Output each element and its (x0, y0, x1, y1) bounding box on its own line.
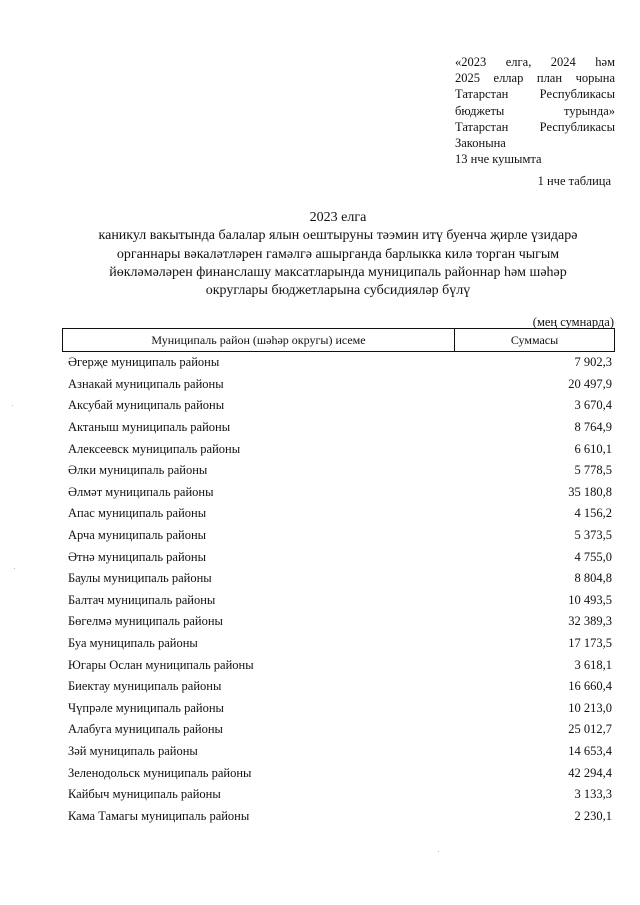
district-name: Арча муниципаль районы (68, 528, 207, 543)
subsidy-amount: 7 902,3 (574, 355, 612, 370)
subsidy-amount: 3 670,4 (574, 398, 612, 413)
table-number: 1 нче таблица (537, 174, 611, 188)
table-row (62, 654, 615, 676)
subsidy-amount: 42 294,4 (568, 765, 612, 780)
title-line: округлары бюджетларына субсидияләр бүлү (205, 283, 471, 299)
law-reference-note (455, 54, 615, 167)
district-name: Әтнә муниципаль районы (68, 549, 207, 564)
table-row (62, 762, 615, 784)
document-title (58, 209, 618, 300)
subsidy-amount: 3 618,1 (574, 657, 612, 672)
table-row (62, 482, 615, 504)
district-name: Апас муниципаль районы (68, 506, 207, 521)
title-line: каникул вакытында балалар ялын оештыруны тәэмин итү буенча җирле үзидарә (98, 228, 578, 244)
district-name: Азнакай муниципаль районы (68, 376, 224, 391)
subsidy-amount: 5 373,5 (574, 528, 612, 543)
table-row (62, 568, 615, 590)
table-body (62, 352, 615, 827)
district-name: Әлки муниципаль районы (68, 463, 208, 478)
law-reference-line: 2025 еллар план чорына (455, 71, 615, 86)
law-reference-line: Татарстан Республикасы (455, 119, 615, 134)
table-row (62, 719, 615, 741)
table-row (62, 503, 615, 525)
scan-speck (14, 568, 15, 569)
law-reference-line: Законына (455, 135, 506, 150)
units-label: (мең сумнарда) (532, 315, 614, 329)
district-name: Бөгелмә муниципаль районы (68, 614, 223, 629)
district-name: Югары Ослан муниципаль районы (68, 657, 254, 672)
column-header-name: Муниципаль район (шәһәр округы) исеме (63, 329, 455, 351)
table-row (62, 352, 615, 374)
scan-speck (438, 851, 439, 852)
district-name: Чүпрәле муниципаль районы (68, 700, 224, 715)
subsidy-amount: 10 493,5 (568, 592, 612, 607)
law-reference-line: бюджеты турында» (455, 103, 615, 118)
title-year: 2023 елга (309, 210, 367, 225)
table-row (62, 417, 615, 439)
subsidy-table (62, 328, 615, 827)
table-row (62, 698, 615, 720)
table-row (62, 611, 615, 633)
subsidy-amount: 35 180,8 (568, 484, 612, 499)
district-name: Зәй муниципаль районы (68, 743, 198, 758)
law-reference-line: Татарстан Республикасы (455, 87, 615, 102)
district-name: Балтач муниципаль районы (68, 592, 216, 607)
table-row (62, 784, 615, 806)
district-name: Актаныш муниципаль районы (68, 420, 231, 435)
district-name: Аксубай муниципаль районы (68, 398, 225, 413)
district-name: Зеленодольск муниципаль районы (68, 765, 252, 780)
subsidy-amount: 2 230,1 (574, 808, 612, 823)
district-name: Баулы муниципаль районы (68, 571, 212, 586)
district-name: Әлмәт муниципаль районы (68, 484, 214, 499)
district-name: Әгерҗе муниципаль районы (68, 355, 220, 370)
table-row (62, 525, 615, 547)
subsidy-amount: 8 764,9 (574, 420, 612, 435)
subsidy-amount: 4 156,2 (574, 506, 612, 521)
table-row (62, 590, 615, 612)
table-row (62, 633, 615, 655)
table-row (62, 676, 615, 698)
district-name: Кама Тамагы муниципаль районы (68, 808, 250, 823)
table-row (62, 395, 615, 417)
scan-speck (12, 405, 13, 406)
district-name: Алабуга муниципаль районы (68, 722, 223, 737)
appendix-number: 13 нче кушымта (455, 152, 542, 167)
subsidy-amount: 10 213,0 (568, 700, 612, 715)
title-line: йөкләмәләрен финанслашу максатларында муниципаль районнар һәм шәһәр (109, 264, 567, 280)
subsidy-amount: 8 804,8 (574, 571, 612, 586)
district-name: Буа муниципаль районы (68, 636, 198, 651)
subsidy-amount: 32 389,3 (568, 614, 612, 629)
subsidy-amount: 5 778,5 (574, 463, 612, 478)
table-row (62, 374, 615, 396)
subsidy-amount: 20 497,9 (568, 376, 612, 391)
subsidy-amount: 3 133,3 (574, 787, 612, 802)
table-row (62, 805, 615, 827)
subsidy-amount: 14 653,4 (568, 743, 612, 758)
subsidy-amount: 17 173,5 (568, 636, 612, 651)
column-header-amount: Суммасы (510, 333, 559, 347)
table-row (62, 438, 615, 460)
law-reference-line: «2023 елга, 2024 һәм (455, 55, 615, 69)
table-row (62, 460, 615, 482)
district-name: Алексеевск муниципаль районы (68, 441, 241, 456)
subsidy-amount: 25 012,7 (568, 722, 612, 737)
subsidy-amount: 4 755,0 (574, 549, 612, 564)
district-name: Биектау муниципаль районы (68, 679, 222, 694)
table-header (62, 328, 615, 352)
subsidy-amount: 16 660,4 (568, 679, 612, 694)
table-row (62, 546, 615, 568)
title-line: органнары вәкаләтләрен гамәлгә ашырганда барлыкка килә торган чыгым (116, 246, 560, 262)
subsidy-amount: 6 610,1 (574, 441, 612, 456)
district-name: Кайбыч муниципаль районы (68, 787, 221, 802)
table-row (62, 741, 615, 763)
